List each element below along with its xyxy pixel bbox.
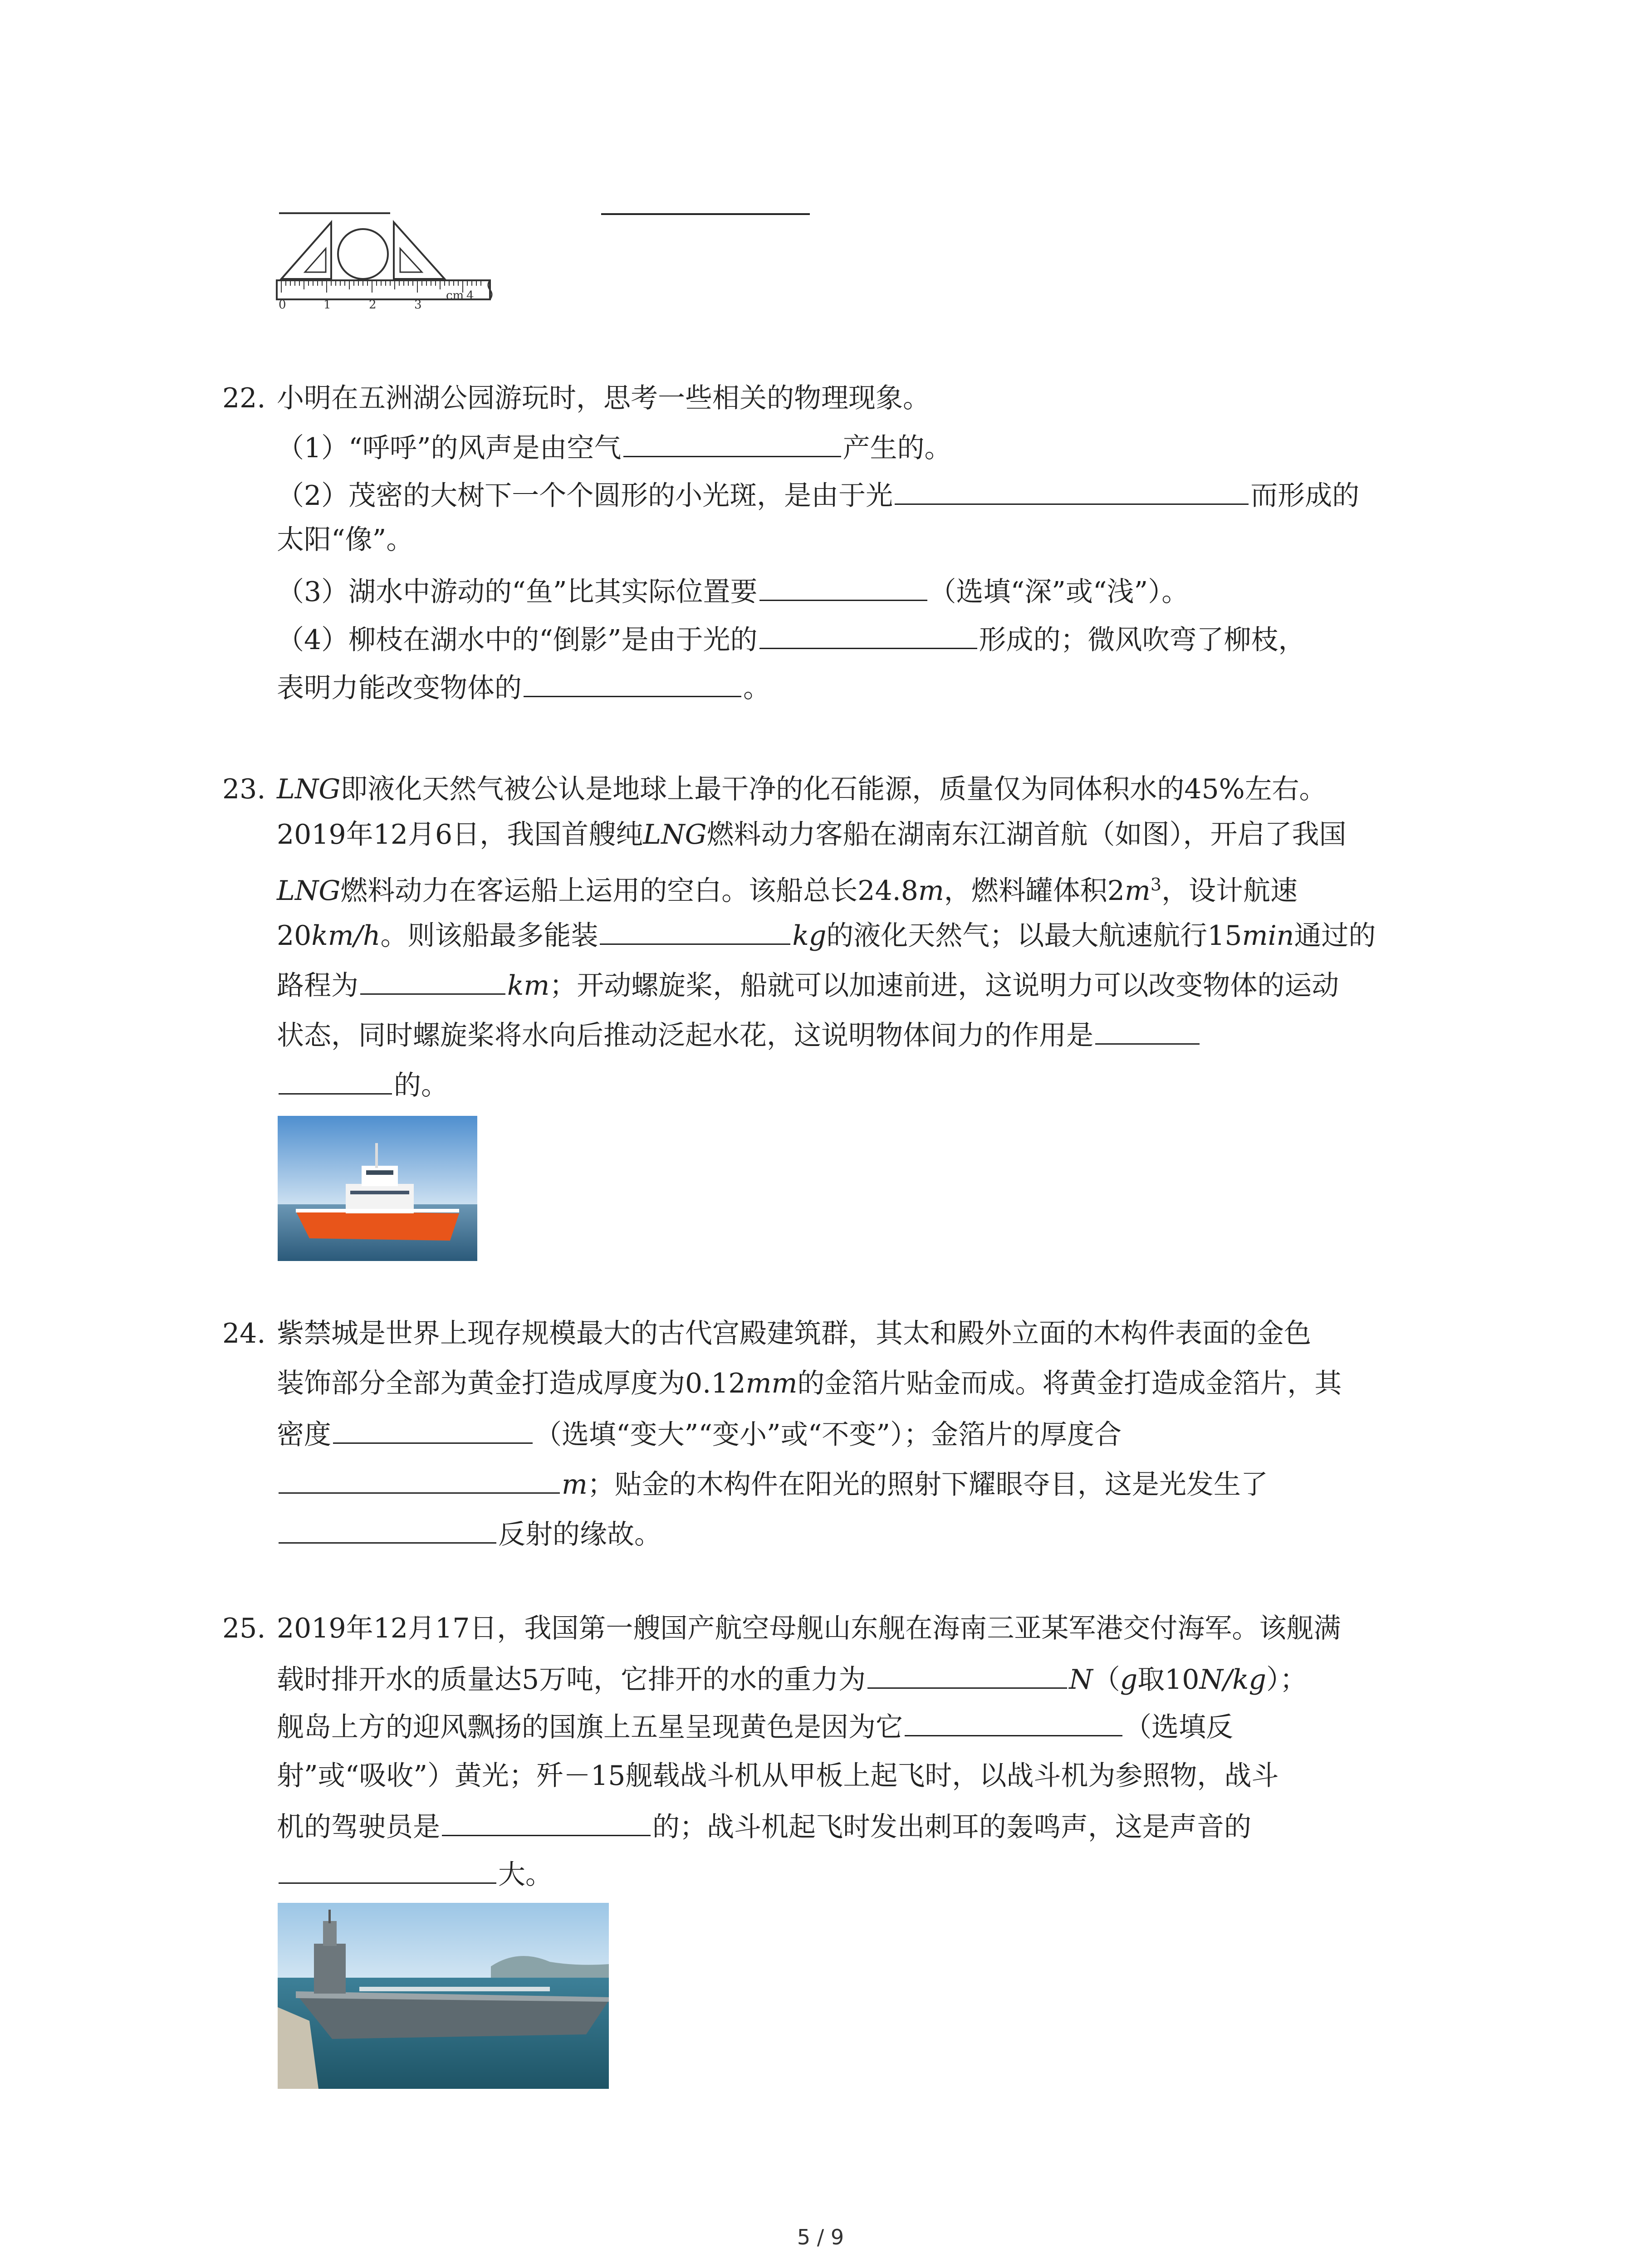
- q22-p3-tail: （选填“深”或“浅”）。: [929, 576, 1189, 608]
- q22-p4-tail: 形成的；微风吹弯了柳枝，: [979, 624, 1306, 656]
- q23-blank1[interactable]: [600, 916, 790, 945]
- q23-line3: [277, 866, 1298, 909]
- q22-blank5[interactable]: [524, 669, 741, 697]
- q24-l5-text: 反射的缘故。: [498, 1519, 661, 1550]
- q25-blank4[interactable]: [279, 1855, 496, 1884]
- q23-l4-mid: 的液化天然气；以最大航速航行15: [826, 920, 1242, 952]
- q25-l5-text: 机的驾驶员是: [277, 1811, 440, 1843]
- q23-l6-text: 状态，同时螺旋桨将水向后推动泛起水花，这说明物体间力的作用是: [277, 1020, 1093, 1051]
- ruler-tick-4: 4: [466, 289, 474, 303]
- q22-blank4[interactable]: [759, 621, 977, 649]
- q25-paren-close: ）；: [1266, 1664, 1307, 1696]
- q22-p2-tail: 而形成的: [1250, 480, 1360, 512]
- q22-part2: [277, 476, 1359, 514]
- q23-lng: LNG: [277, 773, 341, 805]
- q24-blank1[interactable]: [333, 1415, 533, 1444]
- q23-l2-tail: 燃料动力客船在湖南东江湖首航（如图），开启了我国: [706, 819, 1347, 850]
- q24-l2-text: 装饰部分全部为黄金打造成厚度为0.12: [277, 1368, 746, 1399]
- q23-line4: [277, 916, 1376, 954]
- q24-line2: [277, 1365, 1342, 1402]
- q23-l7-text: 的。: [394, 1070, 448, 1101]
- q23-unit-km: km: [507, 970, 550, 1002]
- q23-l5-text: 路程为: [277, 970, 358, 1002]
- q22-p1-text: （1）“呼呼”的风声是由空气: [277, 432, 622, 464]
- q25-l4-text: 射”或“吸收”）黄光；歼－15舰载战斗机从甲板上起飞时，以战斗机为参照物，战斗: [277, 1760, 1279, 1792]
- q25-blank3[interactable]: [442, 1808, 651, 1836]
- q22-part2-cont: [277, 522, 413, 558]
- q22-blank1[interactable]: [623, 429, 841, 457]
- q24-line1: [277, 1315, 1311, 1352]
- q24-number: 24.: [222, 1318, 266, 1349]
- q23-l3-tail: ，设计航速: [1161, 875, 1298, 907]
- aircraft-carrier-image: [278, 1903, 609, 2089]
- q23-l4-text: 。则该船最多能装: [380, 920, 598, 952]
- q24-l1-text: 紫禁城是世界上现存规模最大的古代宫殿建筑群，其太和殿外立面的木构件表面的金色: [277, 1318, 1311, 1349]
- q25-line2: [277, 1660, 1307, 1698]
- q23-number: 23.: [222, 773, 266, 805]
- ruler-tick-0: 0: [279, 298, 286, 312]
- q25-l2-text: 载时排开水的质量达5万吨，它排开的水的重力为: [277, 1664, 866, 1696]
- q22-line1: [277, 380, 930, 416]
- q24-l2-tail: 的金箔片贴金而成。将黄金打造成金箔片，其: [797, 1368, 1342, 1399]
- q23-line1: [277, 771, 1327, 807]
- q25-unit-Nkg: N/kg: [1199, 1664, 1266, 1696]
- q23-blank3[interactable]: [1095, 1016, 1200, 1045]
- q23-unit-m: m: [918, 875, 944, 907]
- q22-number: 22.: [222, 382, 266, 414]
- q24-unit-m: m: [562, 1469, 588, 1501]
- q25-g-value: 取10: [1137, 1664, 1200, 1696]
- q24-l3-tail: （选填“变大”“变小”或“不变”）；金箔片的厚度合: [534, 1419, 1122, 1451]
- q25-blank2[interactable]: [905, 1708, 1122, 1736]
- q23-l5-tail: ；开动螺旋桨，船就可以加速前进，这说明力可以改变物体的运动: [549, 970, 1339, 1002]
- q22-p4-end: 。: [743, 672, 770, 704]
- q22-p2-cont-text: 太阳“像”。: [277, 524, 414, 556]
- q22-p1-tail: 产生的。: [843, 432, 952, 464]
- q25-g: g: [1120, 1664, 1138, 1696]
- q25-line5: [277, 1808, 1251, 1845]
- q25-line1: [277, 1610, 1341, 1647]
- q23-l1-text: 即液化天然气被公认是地球上最干净的化石能源，质量仅为同体积水的45%左右。: [340, 773, 1327, 805]
- q23-blank2[interactable]: [360, 966, 505, 995]
- q25-line3: [277, 1708, 1233, 1745]
- q23-lng-3: LNG: [277, 875, 341, 907]
- ruler-diagram: [272, 195, 508, 322]
- q23-unit-kg: kg: [792, 920, 827, 952]
- q23-unit-m3: m: [1124, 875, 1151, 907]
- ruler-tick-3: 3: [414, 298, 422, 312]
- q25-l6-text: 大。: [498, 1859, 553, 1891]
- q23-lng-2: LNG: [643, 819, 707, 850]
- q23-line2: [277, 816, 1347, 853]
- q23-sup-3: 3: [1150, 875, 1162, 894]
- q22-blank3[interactable]: [759, 572, 927, 601]
- q22-stem: 小明在五洲湖公园游玩时，思考一些相关的物理现象。: [277, 382, 930, 414]
- q22-p2-text: （2）茂密的大树下一个个圆形的小光斑，是由于光: [277, 480, 893, 512]
- ruler-triangle-figure: [272, 195, 508, 322]
- q23-l2-text: 2019年12月6日，我国首艘纯: [277, 819, 643, 850]
- q22-p3-text: （3）湖水中游动的“鱼”比其实际位置要: [277, 576, 758, 608]
- q24-blank3[interactable]: [279, 1515, 496, 1544]
- q22-p4-text: （4）柳枝在湖水中的“倒影”是由于光的: [277, 624, 758, 656]
- q22-p4-cont-text: 表明力能改变物体的: [277, 672, 522, 704]
- q23-blank3-cont[interactable]: [279, 1066, 392, 1095]
- q23-line7: [277, 1066, 448, 1104]
- q23-unit-min: min: [1242, 920, 1294, 952]
- q23-speed: 20: [277, 920, 312, 952]
- q22-part3: [277, 572, 1189, 610]
- q22-blank2[interactable]: [895, 476, 1249, 505]
- ruler-tick-1: 1: [323, 298, 331, 312]
- q24-line3: [277, 1415, 1122, 1453]
- top-answer-blank[interactable]: [601, 213, 810, 215]
- q24-unit-mm: mm: [745, 1368, 798, 1399]
- q22-part4-cont: [277, 669, 770, 706]
- q25-line4: [277, 1758, 1279, 1794]
- q22-part1: [277, 429, 952, 466]
- q24-line5: [277, 1515, 661, 1553]
- q25-l1-text: 2019年12月17日，我国第一艘国产航空母舰山东舰在海南三亚某军港交付海军。该舰满: [277, 1613, 1341, 1644]
- lng-ship-image: [278, 1116, 477, 1261]
- q24-l3-text: 密度: [277, 1419, 331, 1451]
- page-number: 5 / 9: [797, 2225, 844, 2249]
- q23-line5: [277, 966, 1339, 1004]
- q24-l4-text: ；贴金的木构件在阳光的照射下耀眼夺目，这是光发生了: [587, 1469, 1268, 1501]
- q25-l3-tail: （选填反: [1124, 1711, 1233, 1743]
- q25-blank1[interactable]: [867, 1660, 1067, 1689]
- q25-number: 25.: [222, 1613, 266, 1644]
- q23-l4-tail: 通过的: [1294, 920, 1376, 952]
- q22-part4: [277, 621, 1306, 658]
- q25-unit-N: N: [1069, 1664, 1093, 1696]
- q23-l3-text: 燃料动力在客运船上运用的空白。该船总长24.8: [340, 875, 918, 907]
- q23-line6: [277, 1016, 1201, 1054]
- q24-blank2[interactable]: [279, 1465, 560, 1494]
- q25-paren-open: （: [1092, 1664, 1120, 1696]
- q25-line6: [277, 1855, 553, 1893]
- q23-unit-kmh: km/h: [311, 920, 381, 952]
- ruler-unit-cm: cm: [446, 289, 464, 303]
- q24-line4: [277, 1465, 1268, 1503]
- q25-l3-text: 舰岛上方的迎风飘扬的国旗上五星呈现黄色是因为它: [277, 1711, 903, 1743]
- ruler-tick-2: 2: [369, 298, 377, 312]
- q23-l3-mid: ，燃料罐体积2: [944, 875, 1125, 907]
- q25-l5-tail: 的；战斗机起飞时发出刺耳的轰鸣声，这是声音的: [652, 1811, 1251, 1843]
